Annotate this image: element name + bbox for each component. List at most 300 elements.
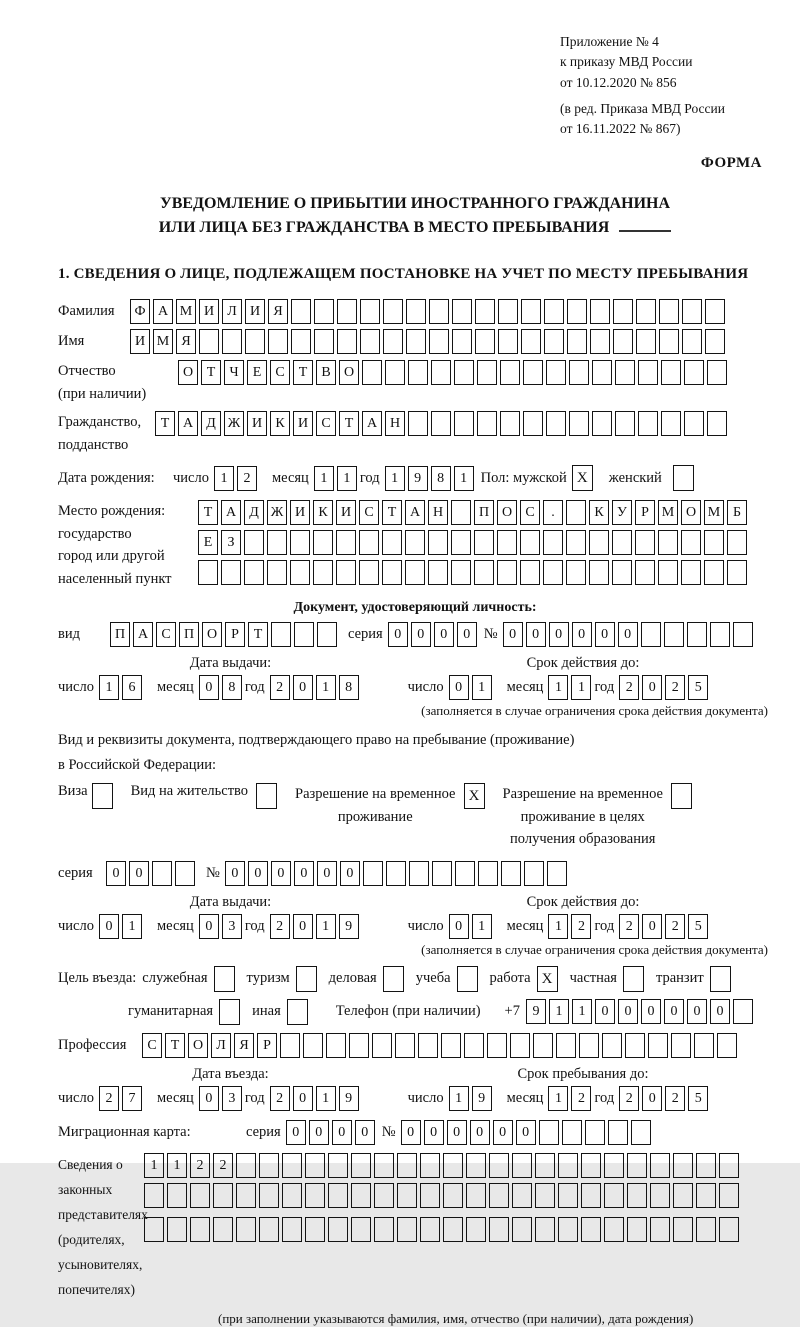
- char-cell[interactable]: [567, 299, 587, 324]
- char-cell[interactable]: [590, 329, 610, 354]
- char-cell[interactable]: 0: [317, 861, 337, 886]
- char-cell[interactable]: [705, 299, 725, 324]
- char-cell[interactable]: [291, 299, 311, 324]
- char-cell[interactable]: М: [176, 299, 196, 324]
- char-cell[interactable]: [351, 1183, 371, 1208]
- char-cell[interactable]: [558, 1153, 578, 1178]
- char-cell[interactable]: [349, 1033, 369, 1058]
- char-cell[interactable]: [566, 530, 586, 555]
- char-cell[interactable]: [359, 530, 379, 555]
- char-cell[interactable]: [707, 360, 727, 385]
- purpose-private-checkbox[interactable]: [623, 966, 644, 992]
- char-cell[interactable]: [374, 1217, 394, 1242]
- char-cell[interactable]: 1: [572, 999, 592, 1024]
- char-cell[interactable]: [167, 1217, 187, 1242]
- char-cell[interactable]: [489, 1183, 509, 1208]
- char-cell[interactable]: [383, 329, 403, 354]
- char-cell[interactable]: [291, 329, 311, 354]
- char-cell[interactable]: 0: [332, 1120, 352, 1145]
- char-cell[interactable]: [604, 1217, 624, 1242]
- char-cell[interactable]: Ж: [267, 500, 287, 525]
- sex-male-checkbox[interactable]: X: [572, 465, 593, 491]
- char-cell[interactable]: 0: [286, 1120, 306, 1145]
- char-cell[interactable]: Д: [244, 500, 264, 525]
- char-cell[interactable]: [222, 329, 242, 354]
- char-cell[interactable]: [282, 1217, 302, 1242]
- char-cell[interactable]: [558, 1183, 578, 1208]
- char-cell[interactable]: 2: [665, 1086, 685, 1111]
- char-cell[interactable]: [372, 1033, 392, 1058]
- char-cell[interactable]: 1: [385, 466, 405, 491]
- char-cell[interactable]: [314, 329, 334, 354]
- char-cell[interactable]: [313, 530, 333, 555]
- char-cell[interactable]: [351, 1153, 371, 1178]
- char-cell[interactable]: 0: [470, 1120, 490, 1145]
- char-cell[interactable]: 9: [472, 1086, 492, 1111]
- char-cell[interactable]: [498, 299, 518, 324]
- char-cell[interactable]: 0: [106, 861, 126, 886]
- char-cell[interactable]: [487, 1033, 507, 1058]
- char-cell[interactable]: [336, 530, 356, 555]
- residence-permit-checkbox[interactable]: [256, 783, 277, 809]
- char-cell[interactable]: [190, 1183, 210, 1208]
- char-cell[interactable]: [615, 411, 635, 436]
- char-cell[interactable]: [314, 299, 334, 324]
- char-cell[interactable]: [190, 1217, 210, 1242]
- char-cell[interactable]: 0: [503, 622, 523, 647]
- char-cell[interactable]: 0: [618, 622, 638, 647]
- char-cell[interactable]: [650, 1153, 670, 1178]
- char-cell[interactable]: [474, 560, 494, 585]
- char-cell[interactable]: [558, 1217, 578, 1242]
- char-cell[interactable]: 1: [316, 914, 336, 939]
- char-cell[interactable]: [236, 1153, 256, 1178]
- char-cell[interactable]: [245, 329, 265, 354]
- purpose-other-checkbox[interactable]: [287, 999, 308, 1025]
- char-cell[interactable]: [443, 1183, 463, 1208]
- char-cell[interactable]: О: [188, 1033, 208, 1058]
- char-cell[interactable]: 1: [449, 1086, 469, 1111]
- char-cell[interactable]: [710, 622, 730, 647]
- char-cell[interactable]: 0: [199, 1086, 219, 1111]
- char-cell[interactable]: [631, 1120, 651, 1145]
- char-cell[interactable]: А: [405, 500, 425, 525]
- char-cell[interactable]: А: [153, 299, 173, 324]
- char-cell[interactable]: 1: [472, 675, 492, 700]
- char-cell[interactable]: [144, 1183, 164, 1208]
- char-cell[interactable]: П: [110, 622, 130, 647]
- char-cell[interactable]: [661, 411, 681, 436]
- char-cell[interactable]: [523, 411, 543, 436]
- char-cell[interactable]: 1: [316, 1086, 336, 1111]
- char-cell[interactable]: 0: [642, 1086, 662, 1111]
- char-cell[interactable]: [395, 1033, 415, 1058]
- char-cell[interactable]: [397, 1183, 417, 1208]
- char-cell[interactable]: [636, 299, 656, 324]
- char-cell[interactable]: [420, 1183, 440, 1208]
- char-cell[interactable]: [592, 360, 612, 385]
- char-cell[interactable]: [627, 1183, 647, 1208]
- char-cell[interactable]: [441, 1033, 461, 1058]
- char-cell[interactable]: 0: [664, 999, 684, 1024]
- char-cell[interactable]: [259, 1217, 279, 1242]
- purpose-transit-checkbox[interactable]: [710, 966, 731, 992]
- char-cell[interactable]: И: [293, 411, 313, 436]
- char-cell[interactable]: [317, 622, 337, 647]
- char-cell[interactable]: [682, 299, 702, 324]
- char-cell[interactable]: [543, 530, 563, 555]
- char-cell[interactable]: [612, 530, 632, 555]
- char-cell[interactable]: К: [270, 411, 290, 436]
- char-cell[interactable]: [636, 329, 656, 354]
- char-cell[interactable]: 1: [571, 675, 591, 700]
- char-cell[interactable]: [454, 360, 474, 385]
- char-cell[interactable]: 1: [548, 914, 568, 939]
- char-cell[interactable]: Е: [247, 360, 267, 385]
- char-cell[interactable]: Е: [198, 530, 218, 555]
- char-cell[interactable]: [602, 1033, 622, 1058]
- char-cell[interactable]: [658, 560, 678, 585]
- char-cell[interactable]: [455, 861, 475, 886]
- char-cell[interactable]: [638, 411, 658, 436]
- char-cell[interactable]: [648, 1033, 668, 1058]
- char-cell[interactable]: [659, 299, 679, 324]
- char-cell[interactable]: [497, 530, 517, 555]
- char-cell[interactable]: [428, 530, 448, 555]
- char-cell[interactable]: [581, 1153, 601, 1178]
- char-cell[interactable]: 1: [472, 914, 492, 939]
- purpose-business-checkbox[interactable]: [383, 966, 404, 992]
- char-cell[interactable]: [604, 1153, 624, 1178]
- char-cell[interactable]: [497, 560, 517, 585]
- temp-residence-checkbox[interactable]: X: [464, 783, 485, 809]
- char-cell[interactable]: [543, 560, 563, 585]
- char-cell[interactable]: Т: [155, 411, 175, 436]
- char-cell[interactable]: [374, 1183, 394, 1208]
- char-cell[interactable]: [615, 360, 635, 385]
- char-cell[interactable]: 2: [571, 914, 591, 939]
- char-cell[interactable]: [682, 329, 702, 354]
- char-cell[interactable]: [328, 1217, 348, 1242]
- char-cell[interactable]: [613, 299, 633, 324]
- char-cell[interactable]: О: [339, 360, 359, 385]
- char-cell[interactable]: 0: [449, 675, 469, 700]
- char-cell[interactable]: [520, 560, 540, 585]
- char-cell[interactable]: [259, 1183, 279, 1208]
- char-cell[interactable]: [566, 500, 586, 525]
- char-cell[interactable]: 2: [619, 1086, 639, 1111]
- char-cell[interactable]: [198, 560, 218, 585]
- char-cell[interactable]: 2: [619, 675, 639, 700]
- char-cell[interactable]: [454, 411, 474, 436]
- char-cell[interactable]: [694, 1033, 714, 1058]
- char-cell[interactable]: 0: [424, 1120, 444, 1145]
- char-cell[interactable]: [397, 1153, 417, 1178]
- char-cell[interactable]: [305, 1183, 325, 1208]
- purpose-study-checkbox[interactable]: [457, 966, 478, 992]
- char-cell[interactable]: Т: [382, 500, 402, 525]
- char-cell[interactable]: [641, 622, 661, 647]
- char-cell[interactable]: О: [178, 360, 198, 385]
- char-cell[interactable]: [443, 1217, 463, 1242]
- char-cell[interactable]: 9: [408, 466, 428, 491]
- char-cell[interactable]: [512, 1153, 532, 1178]
- char-cell[interactable]: [521, 299, 541, 324]
- char-cell[interactable]: 0: [248, 861, 268, 886]
- char-cell[interactable]: [566, 560, 586, 585]
- char-cell[interactable]: Ж: [224, 411, 244, 436]
- char-cell[interactable]: 0: [572, 622, 592, 647]
- char-cell[interactable]: [500, 411, 520, 436]
- char-cell[interactable]: 8: [431, 466, 451, 491]
- char-cell[interactable]: [328, 1153, 348, 1178]
- char-cell[interactable]: [477, 360, 497, 385]
- char-cell[interactable]: [512, 1217, 532, 1242]
- char-cell[interactable]: З: [221, 530, 241, 555]
- char-cell[interactable]: 0: [411, 622, 431, 647]
- char-cell[interactable]: [498, 329, 518, 354]
- char-cell[interactable]: 1: [454, 466, 474, 491]
- char-cell[interactable]: 1: [314, 466, 334, 491]
- char-cell[interactable]: А: [178, 411, 198, 436]
- char-cell[interactable]: [604, 1183, 624, 1208]
- char-cell[interactable]: [687, 622, 707, 647]
- char-cell[interactable]: [428, 560, 448, 585]
- char-cell[interactable]: 0: [516, 1120, 536, 1145]
- char-cell[interactable]: 0: [129, 861, 149, 886]
- char-cell[interactable]: [294, 622, 314, 647]
- char-cell[interactable]: 0: [641, 999, 661, 1024]
- char-cell[interactable]: [429, 329, 449, 354]
- char-cell[interactable]: 0: [355, 1120, 375, 1145]
- char-cell[interactable]: [681, 560, 701, 585]
- char-cell[interactable]: А: [221, 500, 241, 525]
- char-cell[interactable]: [305, 1153, 325, 1178]
- char-cell[interactable]: [451, 500, 471, 525]
- char-cell[interactable]: [475, 329, 495, 354]
- char-cell[interactable]: [199, 329, 219, 354]
- char-cell[interactable]: [627, 1153, 647, 1178]
- char-cell[interactable]: [650, 1217, 670, 1242]
- char-cell[interactable]: [717, 1033, 737, 1058]
- char-cell[interactable]: [386, 861, 406, 886]
- char-cell[interactable]: С: [142, 1033, 162, 1058]
- char-cell[interactable]: 2: [619, 914, 639, 939]
- char-cell[interactable]: 0: [293, 1086, 313, 1111]
- char-cell[interactable]: [290, 560, 310, 585]
- char-cell[interactable]: [705, 329, 725, 354]
- char-cell[interactable]: 0: [293, 675, 313, 700]
- char-cell[interactable]: [673, 1153, 693, 1178]
- char-cell[interactable]: [664, 622, 684, 647]
- char-cell[interactable]: [152, 861, 172, 886]
- char-cell[interactable]: [500, 360, 520, 385]
- char-cell[interactable]: А: [362, 411, 382, 436]
- char-cell[interactable]: 0: [710, 999, 730, 1024]
- char-cell[interactable]: И: [245, 299, 265, 324]
- char-cell[interactable]: [221, 560, 241, 585]
- char-cell[interactable]: И: [336, 500, 356, 525]
- char-cell[interactable]: [443, 1153, 463, 1178]
- char-cell[interactable]: [431, 360, 451, 385]
- purpose-humanitarian-checkbox[interactable]: [219, 999, 240, 1025]
- char-cell[interactable]: [627, 1217, 647, 1242]
- char-cell[interactable]: [336, 560, 356, 585]
- char-cell[interactable]: Б: [727, 500, 747, 525]
- char-cell[interactable]: 0: [199, 675, 219, 700]
- char-cell[interactable]: [546, 360, 566, 385]
- char-cell[interactable]: [405, 530, 425, 555]
- char-cell[interactable]: Р: [257, 1033, 277, 1058]
- char-cell[interactable]: Т: [248, 622, 268, 647]
- char-cell[interactable]: [501, 861, 521, 886]
- char-cell[interactable]: [535, 1183, 555, 1208]
- char-cell[interactable]: 9: [526, 999, 546, 1024]
- char-cell[interactable]: [360, 329, 380, 354]
- char-cell[interactable]: [477, 411, 497, 436]
- char-cell[interactable]: Д: [201, 411, 221, 436]
- char-cell[interactable]: [290, 530, 310, 555]
- char-cell[interactable]: 0: [642, 914, 662, 939]
- char-cell[interactable]: 0: [526, 622, 546, 647]
- char-cell[interactable]: [671, 1033, 691, 1058]
- char-cell[interactable]: [520, 530, 540, 555]
- char-cell[interactable]: [673, 1183, 693, 1208]
- char-cell[interactable]: Н: [428, 500, 448, 525]
- char-cell[interactable]: [432, 861, 452, 886]
- char-cell[interactable]: 0: [434, 622, 454, 647]
- char-cell[interactable]: [696, 1217, 716, 1242]
- char-cell[interactable]: [512, 1183, 532, 1208]
- char-cell[interactable]: Р: [635, 500, 655, 525]
- char-cell[interactable]: 7: [122, 1086, 142, 1111]
- char-cell[interactable]: Т: [198, 500, 218, 525]
- char-cell[interactable]: [409, 861, 429, 886]
- char-cell[interactable]: [451, 560, 471, 585]
- char-cell[interactable]: [707, 411, 727, 436]
- char-cell[interactable]: 5: [688, 675, 708, 700]
- char-cell[interactable]: [659, 329, 679, 354]
- char-cell[interactable]: [244, 560, 264, 585]
- char-cell[interactable]: [431, 411, 451, 436]
- char-cell[interactable]: [581, 1183, 601, 1208]
- char-cell[interactable]: [589, 530, 609, 555]
- char-cell[interactable]: 0: [388, 622, 408, 647]
- char-cell[interactable]: [562, 1120, 582, 1145]
- char-cell[interactable]: [362, 360, 382, 385]
- char-cell[interactable]: [579, 1033, 599, 1058]
- char-cell[interactable]: [363, 861, 383, 886]
- char-cell[interactable]: 1: [122, 914, 142, 939]
- char-cell[interactable]: 0: [642, 675, 662, 700]
- char-cell[interactable]: [359, 560, 379, 585]
- char-cell[interactable]: [569, 360, 589, 385]
- char-cell[interactable]: Я: [234, 1033, 254, 1058]
- char-cell[interactable]: 2: [270, 1086, 290, 1111]
- char-cell[interactable]: .: [543, 500, 563, 525]
- char-cell[interactable]: 1: [316, 675, 336, 700]
- char-cell[interactable]: 1: [167, 1153, 187, 1178]
- char-cell[interactable]: 2: [237, 466, 257, 491]
- char-cell[interactable]: [696, 1153, 716, 1178]
- char-cell[interactable]: [650, 1183, 670, 1208]
- char-cell[interactable]: [213, 1217, 233, 1242]
- char-cell[interactable]: Т: [293, 360, 313, 385]
- char-cell[interactable]: 6: [122, 675, 142, 700]
- char-cell[interactable]: 0: [199, 914, 219, 939]
- char-cell[interactable]: 0: [294, 861, 314, 886]
- char-cell[interactable]: Я: [268, 299, 288, 324]
- char-cell[interactable]: У: [612, 500, 632, 525]
- char-cell[interactable]: [374, 1153, 394, 1178]
- char-cell[interactable]: 5: [688, 914, 708, 939]
- sex-female-checkbox[interactable]: [673, 465, 694, 491]
- char-cell[interactable]: [556, 1033, 576, 1058]
- char-cell[interactable]: [397, 1217, 417, 1242]
- char-cell[interactable]: С: [270, 360, 290, 385]
- char-cell[interactable]: [638, 360, 658, 385]
- char-cell[interactable]: [167, 1183, 187, 1208]
- char-cell[interactable]: [478, 861, 498, 886]
- char-cell[interactable]: 8: [222, 675, 242, 700]
- char-cell[interactable]: 3: [222, 914, 242, 939]
- char-cell[interactable]: [303, 1033, 323, 1058]
- char-cell[interactable]: [405, 560, 425, 585]
- char-cell[interactable]: Л: [222, 299, 242, 324]
- char-cell[interactable]: А: [133, 622, 153, 647]
- char-cell[interactable]: 3: [222, 1086, 242, 1111]
- char-cell[interactable]: Н: [385, 411, 405, 436]
- char-cell[interactable]: [408, 360, 428, 385]
- char-cell[interactable]: [684, 411, 704, 436]
- char-cell[interactable]: [661, 360, 681, 385]
- char-cell[interactable]: 1: [214, 466, 234, 491]
- char-cell[interactable]: [635, 530, 655, 555]
- char-cell[interactable]: Т: [339, 411, 359, 436]
- char-cell[interactable]: М: [153, 329, 173, 354]
- purpose-tourism-checkbox[interactable]: [296, 966, 317, 992]
- char-cell[interactable]: 9: [339, 914, 359, 939]
- char-cell[interactable]: [544, 329, 564, 354]
- char-cell[interactable]: [337, 329, 357, 354]
- char-cell[interactable]: 2: [665, 914, 685, 939]
- char-cell[interactable]: 0: [457, 622, 477, 647]
- char-cell[interactable]: [420, 1153, 440, 1178]
- char-cell[interactable]: [385, 360, 405, 385]
- char-cell[interactable]: [719, 1217, 739, 1242]
- char-cell[interactable]: [535, 1153, 555, 1178]
- char-cell[interactable]: [704, 530, 724, 555]
- char-cell[interactable]: [590, 299, 610, 324]
- char-cell[interactable]: [175, 861, 195, 886]
- char-cell[interactable]: 0: [447, 1120, 467, 1145]
- char-cell[interactable]: 9: [339, 1086, 359, 1111]
- char-cell[interactable]: [510, 1033, 530, 1058]
- char-cell[interactable]: 2: [270, 675, 290, 700]
- char-cell[interactable]: [533, 1033, 553, 1058]
- char-cell[interactable]: [326, 1033, 346, 1058]
- char-cell[interactable]: [383, 299, 403, 324]
- char-cell[interactable]: [429, 299, 449, 324]
- char-cell[interactable]: [673, 1217, 693, 1242]
- char-cell[interactable]: Л: [211, 1033, 231, 1058]
- char-cell[interactable]: 2: [99, 1086, 119, 1111]
- char-cell[interactable]: 0: [225, 861, 245, 886]
- char-cell[interactable]: 5: [688, 1086, 708, 1111]
- char-cell[interactable]: [406, 299, 426, 324]
- char-cell[interactable]: С: [316, 411, 336, 436]
- char-cell[interactable]: [592, 411, 612, 436]
